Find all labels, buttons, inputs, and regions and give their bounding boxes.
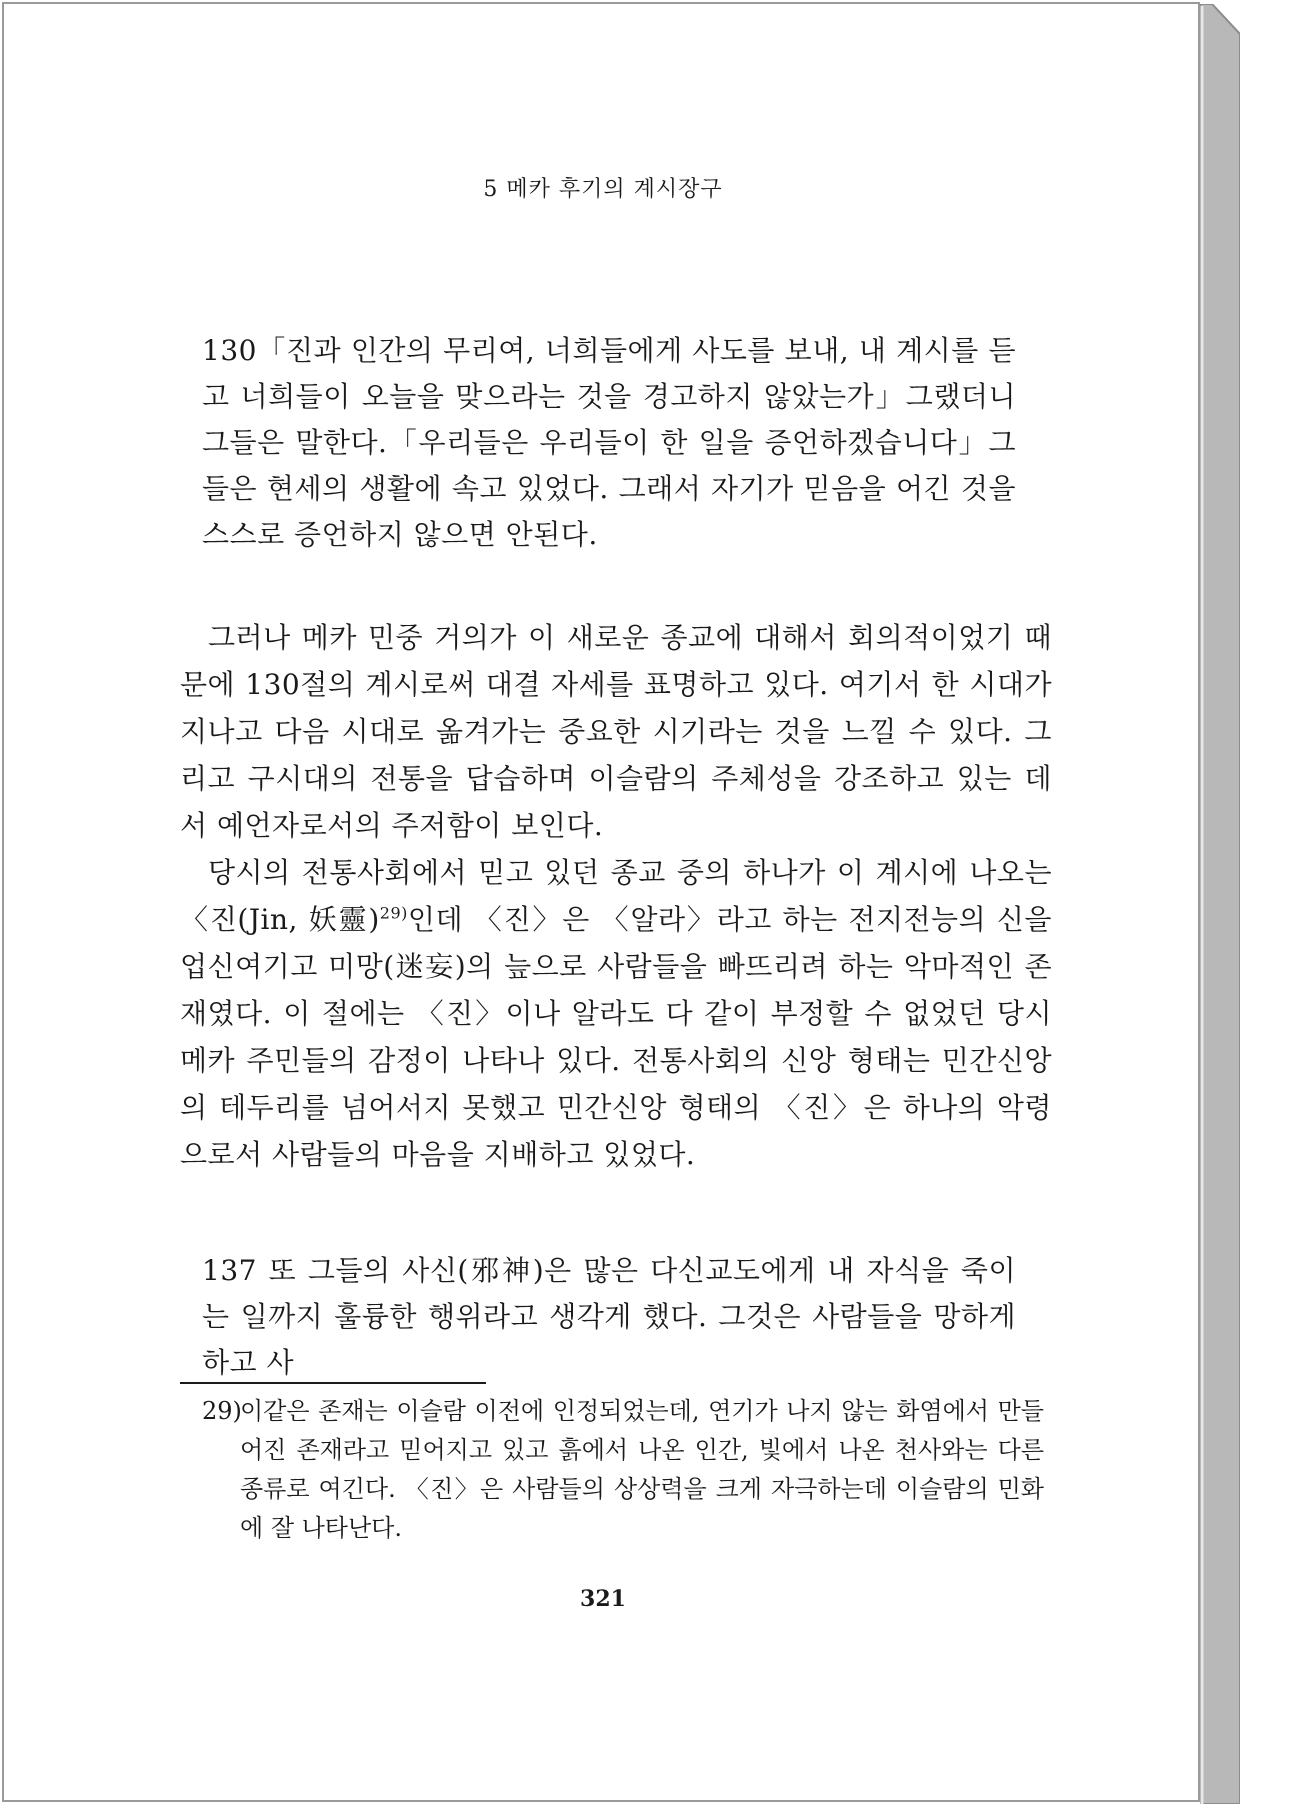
page-stack-edge [1200, 4, 1240, 1804]
footnote-ref[interactable]: 29) [379, 903, 408, 923]
quran-verse-137 [202, 1248, 1016, 1386]
page-number: 321 [580, 1586, 626, 1612]
body-paragraph-1: 그러나 메카 민중 거의가 이 새로운 종교에 대해서 회의적이었기 때문에 130절의 계시로써 대결 자세를 표명하고 있다. 여기서 한 시대가 지나고 다음 시대로 옮겨가는 중요한 시기라는 것을 느낄 수 있다. 그리고 구시대의 전통을 답습하며 이슬람의 주체성을 강조하고 있는 데서 예언자로서의 주저함이 보인다. [180, 621, 1052, 842]
footnote-text: 이같은 존재는 이슬람 이전에 인정되었는데, 연기가 나지 않는 화염에서 만들어진 존재라고 믿어지고 있고 흙에서 나온 인간, 빛에서 나온 천사와는 다른 종류로 여긴다. 〈진〉은 사람들의 상상력을 크게 자극하는데 이슬람의 민화에 잘 나타난다. [240, 1397, 1044, 1542]
para2-before: 당시의 전통사회에서 믿고 있던 종교 중의 하나가 이 계시에 나오는 〈진(Jin, 妖靈) [180, 856, 1052, 936]
running-head: 5 메카 후기의 계시장구 [483, 177, 723, 202]
quran-verse-130 [202, 328, 1016, 558]
body-text [180, 614, 1052, 1178]
footnote-number: 29) [202, 1397, 242, 1425]
para2-after: 인데 〈진〉은 〈알라〉라고 하는 전지전능의 신을 업신여기고 미망(迷妄)의 늪으로 사람들을 빠뜨리려 하는 악마적인 존재였다. 이 절에는 〈진〉이나 알라도 다 같이 부정할 수 없었던 당시 메카 주민들의 감정이 나타나 있다. 전통사회의 신앙 형태는 민간신앙의 테두리를 넘어서지 못했고 민간신앙 형태의 〈진〉은 하나의 악령으로서 사람들의 마음을 지배하고 있었다. [180, 903, 1052, 1171]
verse-130-text: 130「진과 인간의 무리여, 너희들에게 사도를 보내, 내 계시를 듣고 너희들이 오늘을 맞으라는 것을 경고하지 않았는가」그랬더니 그들은 말한다.「우리들은 우리들이 한 일을 증언하겠습니다」그들은 현세의 생활에 속고 있었다. 그래서 자기가 믿음을 어긴 것을 스스로 증언하지 않으면 안된다. [202, 334, 1016, 551]
book-page [2, 2, 1200, 1802]
footnote-divider [180, 1382, 486, 1384]
verse-137-text: 137 또 그들의 사신(邪神)은 많은 다신교도에게 내 자식을 죽이는 일까지 훌륭한 행위라고 생각게 했다. 그것은 사람들을 망하게 하고 사 [202, 1254, 1016, 1379]
body-paragraph-2 [180, 849, 1052, 1178]
footnote-29 [202, 1392, 1044, 1548]
